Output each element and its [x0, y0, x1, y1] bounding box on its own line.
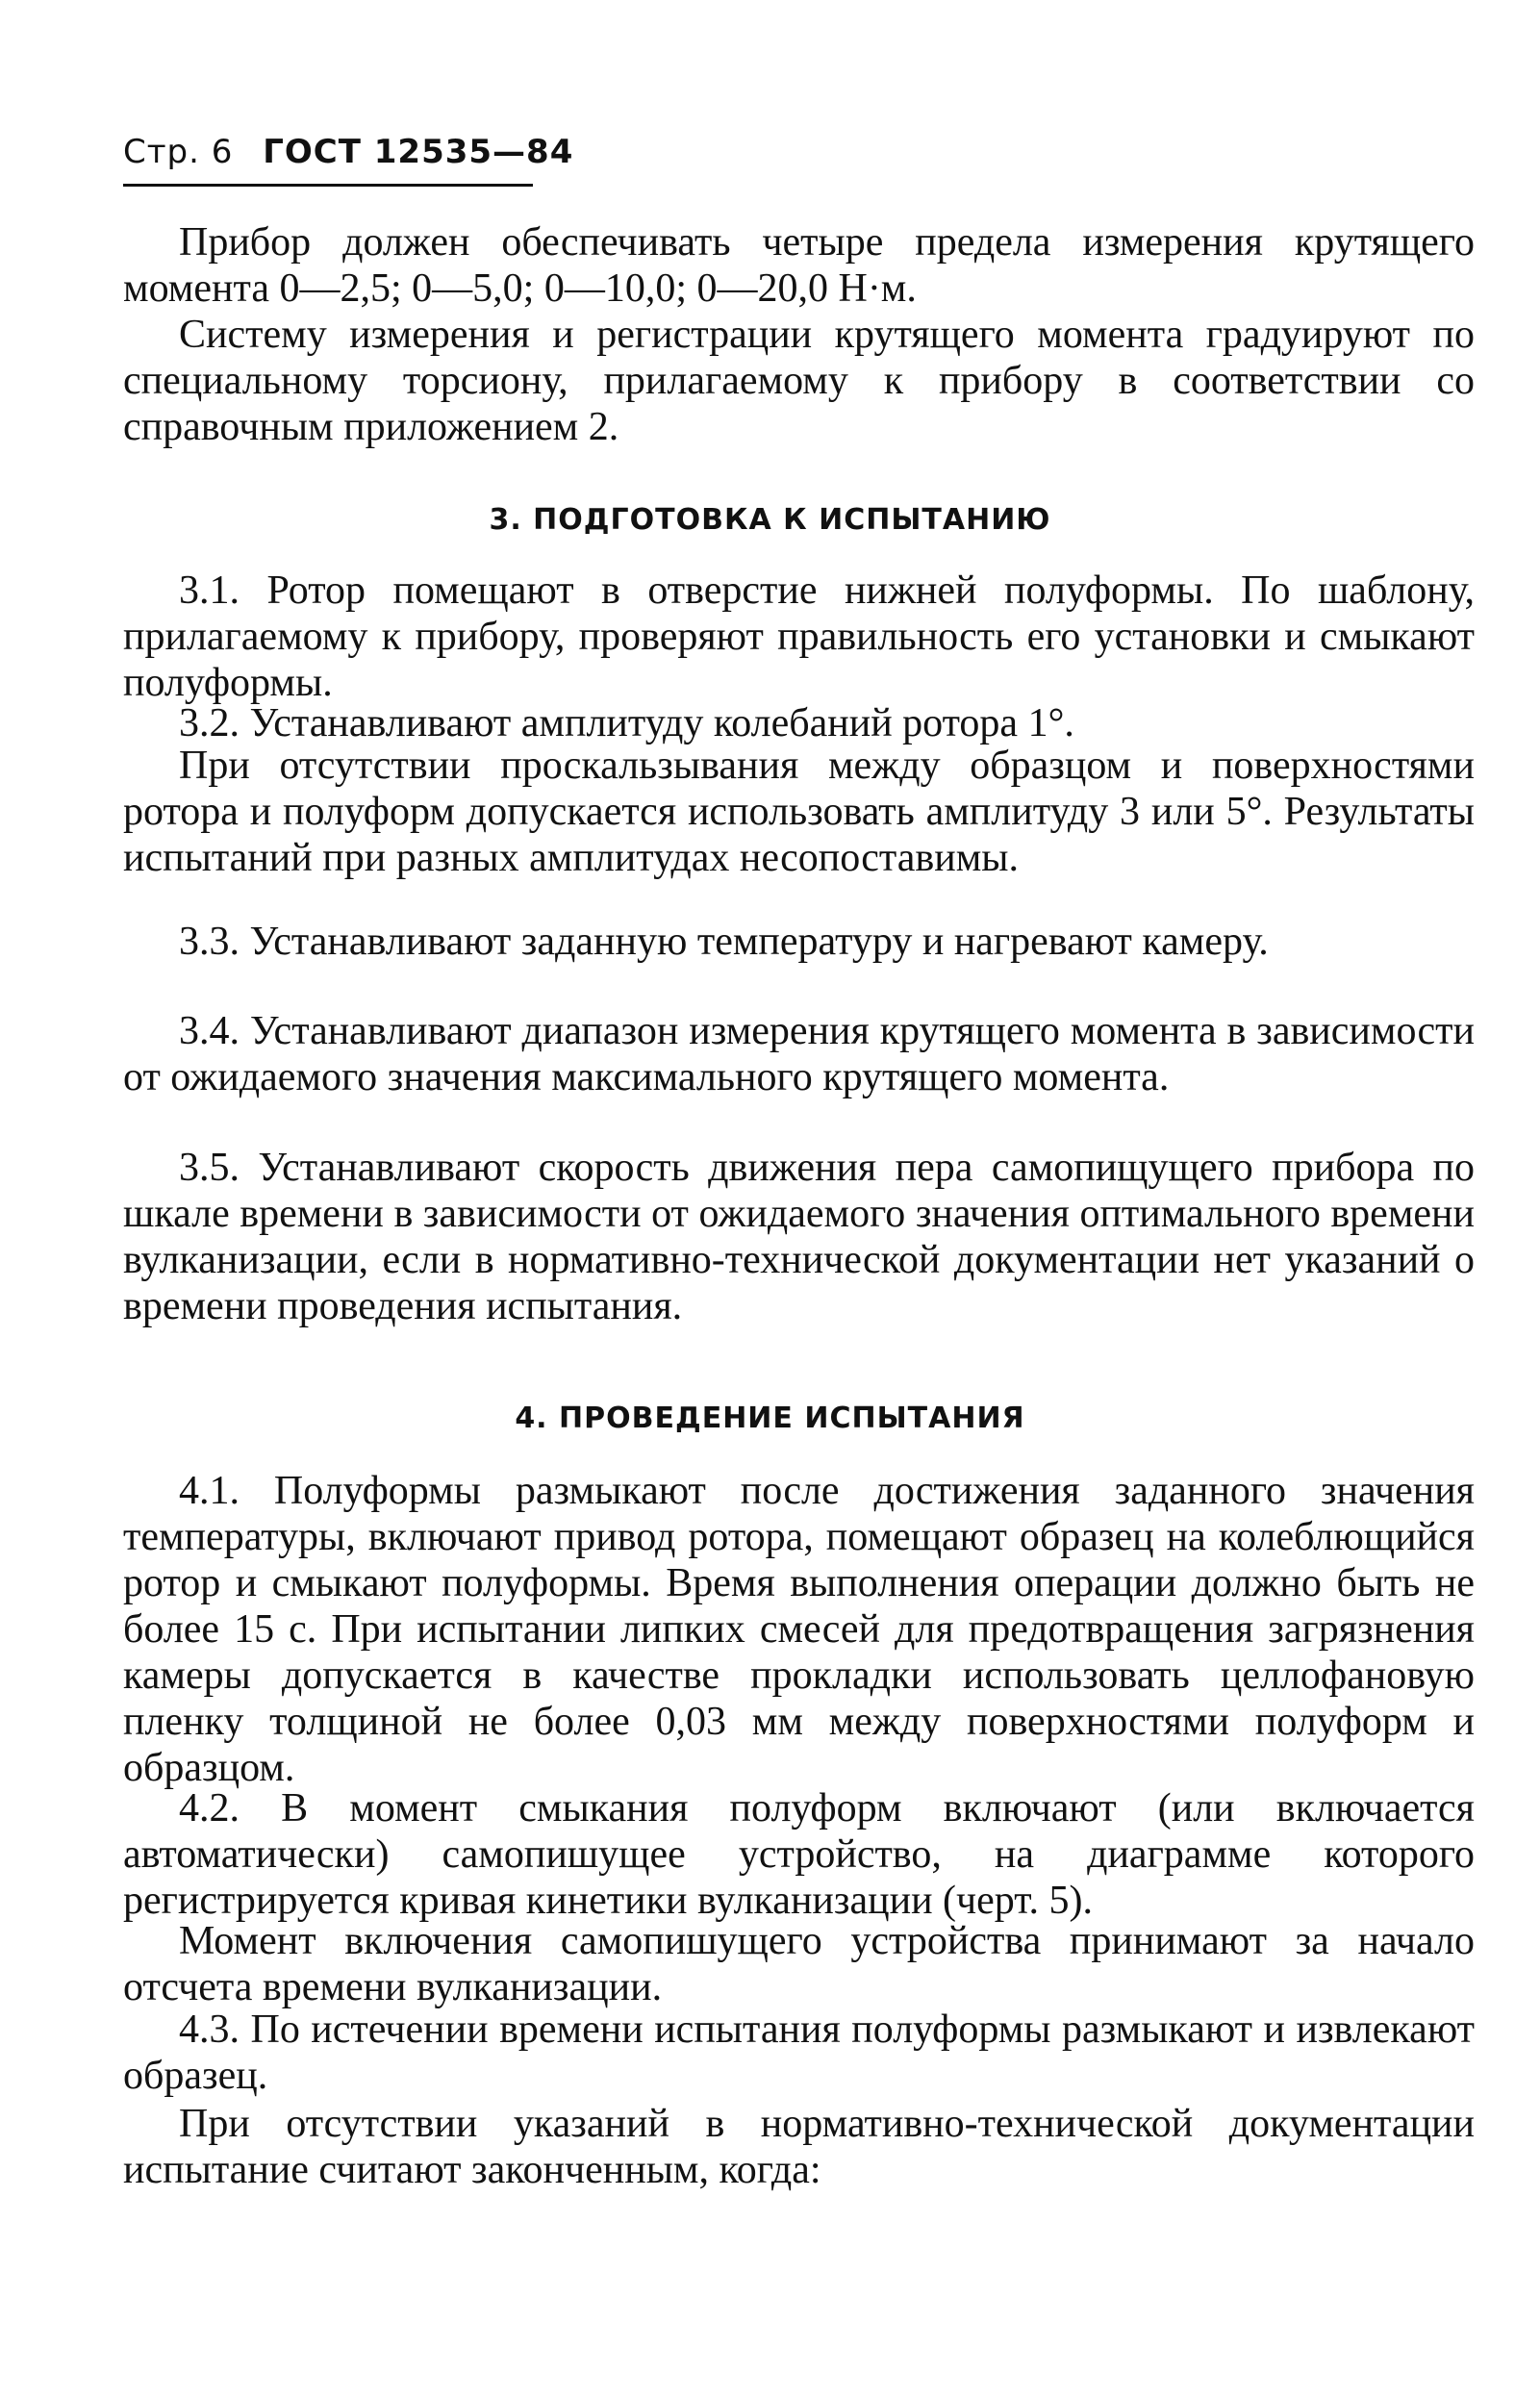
paragraph-4-2: 4.2. В момент смыкания полуформ включают (или включается автоматически) самопишущее устройство, на диаграмме которого регистрируется кривая кинетики вулканизации (черт. 5).	[123, 1786, 1475, 1923]
paragraph-4-3: 4.3. По истечении времени испытания полуформы размыкают и извлекают образец.	[123, 2008, 1475, 2098]
section-4-title: 4. ПРОВЕДЕНИЕ ИСПЫТАНИЯ	[515, 1402, 1025, 1435]
paragraph-3-3: 3.3. Устанавливают заданную температуру и нагревают камеру.	[179, 920, 1269, 964]
paragraph-3-2-note: При отсутствии проскальзывания между образцом и поверхностями ротора и полуформ допускается использовать амплитуду 3 или 5°. Результаты испытаний при разных амплитудах несопоставимы.	[123, 744, 1475, 880]
paragraph-calibration: Систему измерения и регистрации крутящего момента градуируют по специальному торсиону, прилагаемому к прибору в соответствии со справочным приложением 2.	[123, 313, 1475, 449]
section-3-title: 3. ПОДГОТОВКА К ИСПЫТАНИЮ	[489, 503, 1051, 537]
paragraph-torque-limits: Прибор должен обеспечивать четыре предела измерения крутящего момента 0—2,5; 0—5,0; 0—10,0; 0—20,0 Н·м.	[123, 220, 1475, 311]
paragraph-3-5: 3.5. Устанавливают скорость движения пера самопищущего прибора по шкале времени в зависимости от ожидаемого значения оптимального времени вулканизации, если в нормативно-технической документации нет указаний о времени проведения испытания.	[123, 1146, 1475, 1328]
paragraph-3-2: 3.2. Устанавливают амплитуду колебаний ротора 1°.	[179, 701, 1074, 745]
page-header	[123, 133, 573, 171]
paragraph-4-2-note: Момент включения самопишущего устройства принимают за начало отсчета времени вулканизации.	[123, 1919, 1475, 2009]
page-number: Стр. 6	[123, 133, 234, 171]
paragraph-3-4: 3.4. Устанавливают диапазон измерения крутящего момента в зависимости от ожидаемого значения максимального крутящего момента.	[123, 1009, 1475, 1099]
paragraph-3-1: 3.1. Ротор помещают в отверстие нижней полуформы. По шаблону, прилагаемому к прибору, проверяют правильность его установки и смыкают полуформы.	[123, 568, 1475, 705]
paragraph-4-3-note: При отсутствии указаний в нормативно-технической документации испытание считают законченным, когда:	[123, 2102, 1475, 2192]
paragraph-4-1: 4.1. Полуформы размыкают после достижения заданного значения температуры, включают привод ротора, помещают образец на колеблющийся ротор и смыкают полуформы. Время выполнения операции должно быть не более 15 с. При испытании липких смесей для предотвращения загрязнения камеры допускается в качестве прокладки использовать целлофановую пленку толщиной не более 0,03 мм между поверхностями полуформ и образцом.	[123, 1469, 1475, 1790]
standard-number: ГОСТ 12535—84	[263, 133, 574, 171]
header-rule	[123, 184, 533, 187]
